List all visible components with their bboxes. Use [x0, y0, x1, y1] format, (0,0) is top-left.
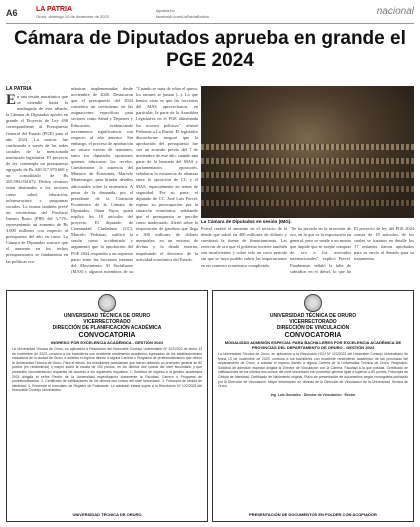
page-number: A6 [6, 8, 18, 18]
ad-right-signatures: Ing. Luis Gonzales · Director de Vinculación · Rector [270, 392, 356, 397]
drop-cap: E [6, 94, 17, 108]
ad-right-subtitle: MODALIDAD ADMISIÓN ESPECIAL PARA BACHILLERES POR EXCELENCIA ACADÉMICA DE PROVINCIAS DEL DEPARTAMENTO DE ORURO - GESTIÓN 2024 [224, 340, 402, 350]
ad-left-footer: UNIVERSIDAD TÉCNICA DE ORURO [72, 512, 142, 517]
website-link[interactable]: lapatria.bo [156, 8, 175, 13]
article-column-1 [6, 94, 68, 276]
article-column-3: "Cuando se trata de robar el queso, los ratones se juntan (...). Lo que hemos visto es que las facciones del MAS aprovecharon, en particular, la parte de la Asamblea Legislativa en el PGE aliméntada los accesos políticos", afirmó Pedrazas a La Razón. El legislador disconforme aseguró que la aprobación del presupuesto fue con un acuerdo previo del 7 de noviembre de este año, cuando una parte de la bancada del MAS y parlamentarios opositores, señalaron la existencia de alianzas entre la oposición de CC y el MAS, especialmente en temas de seguridad. Por su parte, el diputado de CC, José Luis Porcel, expuso su preocupación por la situación económica, señalando que el presupuesto se percibe como inadecuado. Alertó sobre la importación de gasolina que llega a 300 millones de dólares mensuales, en un entorno de divisas y la deuda externa, impulsando el descenso de la actividad económica del Estado. [136, 86, 198, 262]
parliament-photo [201, 86, 414, 218]
byline: LA PATRIA [6, 86, 32, 92]
photo-caption: La Cámara de Diputados en sesión (IMG). [201, 219, 292, 224]
section-label: nacional [376, 6, 414, 17]
newspaper-logo: LA PATRIA [36, 6, 73, 13]
ad-right-title: CONVOCATORIA [284, 332, 342, 339]
ad-left-direction: DIRECCIÓN DE PLANIFICACIÓN ACADÉMICA [52, 325, 162, 331]
ad-left-vice: VICERRECTORADO [83, 319, 131, 325]
ad-left-body: La Universidad Técnica de Oruro, en aplicación a Resolución del Honorable Consejo Universitario Nº 122/2023 de fecha 13 de noviembre de 2023, convoca a los bachilleres con excelente rendimiento académico egresados de los establecimientos educativos de la ciudad de Oruro, a solicitar el ingreso directo a alguna Carrera o Programa de profesionalización que ofrece la Universidad Técnica de Oruro. Para el efecto, los estudiantes postulantes que fueron obtenido un promedio general de 80 puntos (en rendimiento) o mayor sobre la escala de 100 puntos, en los últimos dos cursos del nivel secundario y que presenten documentación requerida de acuerdo a los siguientes requisitos: 1. Solicitud de ingreso a la gestión académica 2024 dirigida al señor Rector de la Universidad especificando claramente la Facultad, Carrera o Programa de profesionalización. 2. Certificado de calificaciones de los últimos dos cursos del nivel secundario. 3. Fotocopia de cédula de identidad. 4. Presentar el formulario de Registro de Postulante. La admisión estará sujeta a la Resolución Nº 122/2023 del Honorable Consejo Universitario. [12, 347, 202, 393]
page-header [6, 6, 414, 24]
article-column-4: "Se ha privado en la inversión de oro, en lo que es la exportación en general, pero se vende a un monto que impide que se acepte compras de oro a los mercados internacionales", explicó Porcel. Finalmente, señaló la falta de subsidios en el diésel, lo que ha [290, 226, 351, 274]
article-text-1: n una sesión maratónica que se extendió hasta la madrugada de este sábado, la Cámara de Diputados aprobó en grande el Proyecto de Ley 490 correspondiente al Presupuesto General del Estado (PGE) para el año 2024. La noticia fue confirmada a través de las redes sociales de la mencionada institución legislativa. El proyecto de ley contempla un presupuesto agregado de Bs 340.317.970.669 y un consolidado de Bs 265.584.034.072. Dichos recursos están destinados a los sectores como salud, educación, infraestructura y programas sociales. La norma también prevé un crecimiento del Producto Interno Bruto (PIB) del 3,71%, representando un aumento de Bs 3.600 millones con respecto al presupuesto del año en curso. La Cámara de Diputados sostuvo que el aumento en los techos presupuestarios se fundamenta en las políticas eco- [6, 94, 68, 264]
ad-left-subtitle: INGRESO POR EXCELENCIA ACADÉMICA - GESTIÓN 2024 [51, 340, 163, 345]
ad-right-university: UNIVERSIDAD TÉCNICA DE ORURO [269, 313, 357, 319]
article-column-3b: Porcel resaltó el aumento en el servicio de la deuda que subió en 400 millones de dólares y cuestionó la fuente de financiamiento. Las reservas de oro que el gobierno invierte también son insuficientes y cubre solo un corto período sin que se haya podido cubrir las importaciones en un contexto económico complicado. [201, 226, 287, 268]
ad-left-title: CONVOCATORIA [78, 332, 136, 339]
university-ad-left [6, 290, 208, 522]
ad-right-body: La Universidad Técnica de Oruro, en aplicación a la Resolución HCU Nº 122/2023 del Honorable Consejo Universitario de fecha 13 de noviembre de 2023, convoca a los bachilleres con excelente rendimiento académico de las provincias del departamento de Oruro, a solicitar el ingreso directo a alguna Carrera de la Universidad Técnica de Oruro. Requisitos: Solicitud de admisión especial dirigida al Director de Vinculación con la Carrera, Facultad a la que postula. Certificado de calificaciones de los últimos dos cursos del nivel secundario con promedio general igual o superior a 80 puntos. Fotocopia de Cédula de Identidad. Certificado de Nacimiento original. Plazo de presentación de documentos según cronograma publicado por la Dirección de Vinculación. Mayor información en oficinas de la Dirección de Vinculación de la Universidad Técnica de Oruro. [218, 352, 408, 389]
headline: Cámara de Diputados aprueba en grande el PGE 2024 [14, 28, 406, 71]
university-seal-icon [98, 294, 116, 312]
university-ad-right [212, 290, 414, 522]
ad-left-university: UNIVERSIDAD TÉCNICA DE ORURO [63, 313, 151, 319]
article-column-2: nómicas implementadas desde noviembre de 2020. Destacaron que el presupuesto del 2024 considera un crecimiento en las asignaciones específicas para sectores como Salud y Deportes y Educación, evidenciando incrementos significativos con respecto al año anterior. Sin embargo, el proceso de aprobación no estuvo exento de tensiones, tanto los diputados opositores quienes fabricaron los recelos. Cuestionaron la ausencia del Ministro de Economía, Marcelo Montenegro, para brindar detalles adicionales sobre la normativa. A pesar de la demanda, por el presidente de la Comisión Económica de la Cámara de Diputados, Omar Yujra, quien explicó los 18 artículos del proyecto. El diputado de Comunidad Ciudadana (CC), Marcelo Pedrazas, calificó la sesión como accidentada y argumentó que la aprobación del PGE 2024 respondía a un supuesto pacto entre las facciones internas del Movimiento Al Socialismo (MAS) y algunos miembros de su [71, 86, 133, 274]
facebook-link[interactable]: facebook.com/LaPatriaBolivia [156, 14, 209, 19]
ad-right-footer: PRESENTACIÓN DE DOCUMENTOS EN FOLDER CON ACOPIADOR [249, 512, 377, 517]
issue-date: Oruro, domingo 10 de diciembre de 2023 [36, 14, 109, 19]
university-seal-icon [304, 294, 322, 312]
ad-right-vice: VICERRECTORADO [289, 319, 337, 325]
ad-right-direction: DIRECCIÓN DE VINCULACIÓN [276, 325, 350, 331]
article-column-5: El proyecto de ley del PGE 2024 consta de 18 artículos, de los cuales se trataron en detalle los 17 restantes fueron aprobados para su envío al Senado para su tratamiento. [354, 226, 414, 262]
